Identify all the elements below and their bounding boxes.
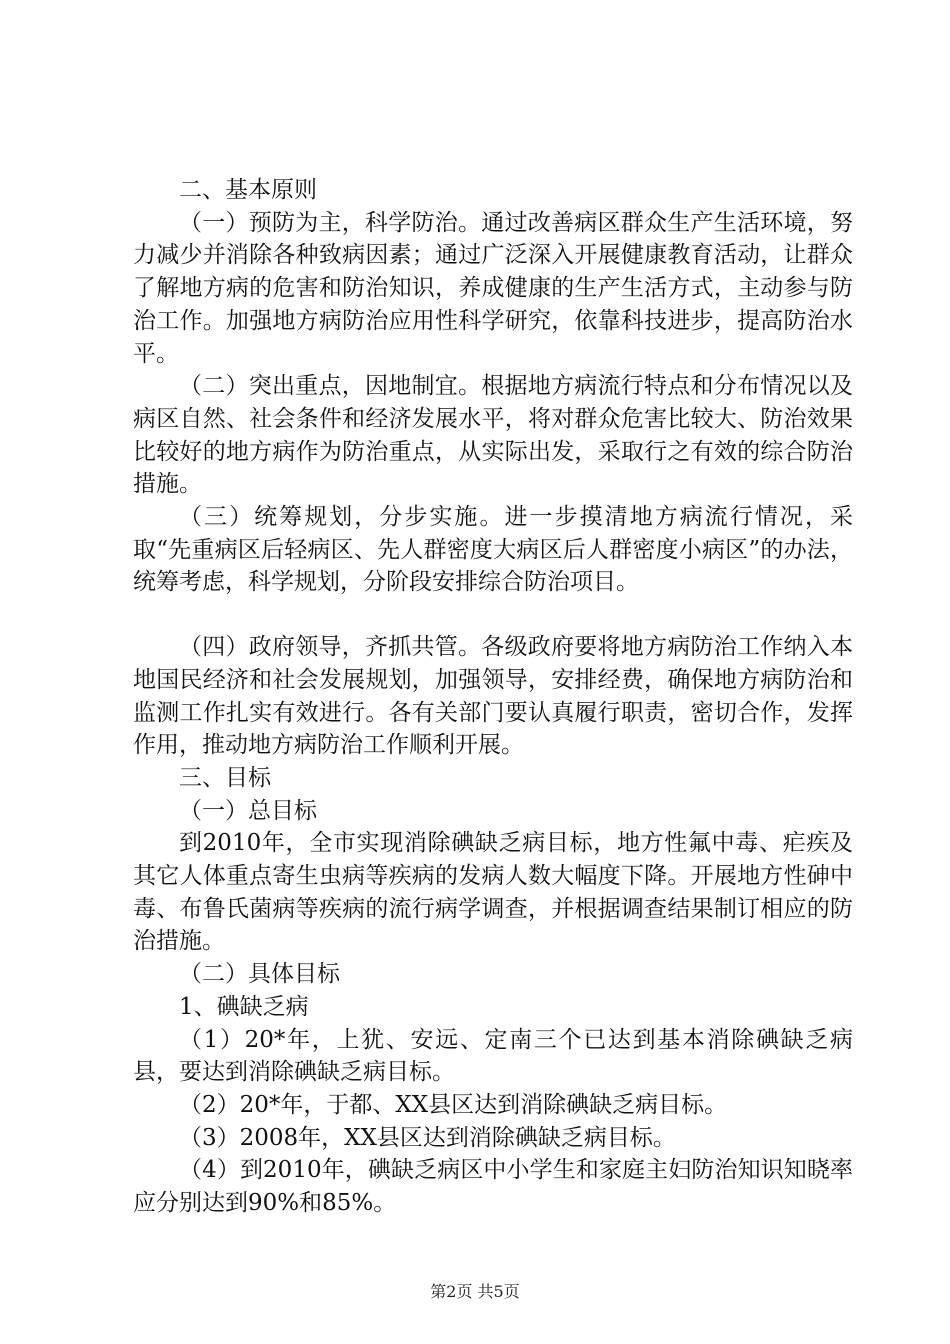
list-item-goal-4: （4）到2010年，碘缺乏病区中小学生和家庭主妇防治知识知晓率应分别达到90%和85%。 xyxy=(133,1157,853,1217)
paragraph-principle-1: （一）预防为主，科学防治。通过改善病区群众生产生活环境，努力减少并消除各种致病因素；通过广泛深入开展健康教育活动，让群众了解地方病的危害和防治知识，养成健康的生产生活方式，主动参与防治工作。加强地方病防治应用性科学研究，依靠科技进步，提高防治水平。 xyxy=(133,209,853,367)
paragraph-overall-goal: 到2010年，全市实现消除碘缺乏病目标，地方性氟中毒、疟疾及其它人体重点寄生虫病等疾病的发病人数大幅度下降。开展地方性砷中毒、布鲁氏菌病等疾病的流行病学调查，并根据调查结果制订相应的防治措施。 xyxy=(133,830,853,955)
page-number-footer: 第2页 共5页 xyxy=(430,1282,520,1301)
subheading-specific-goals: （二）具体目标 xyxy=(179,961,340,988)
subheading-overall-goal: （一）总目标 xyxy=(179,797,317,824)
list-item-goal-2: （2）20*年，于都、XX县区达到消除碘缺乏病目标。 xyxy=(179,1091,728,1118)
document-body xyxy=(133,174,853,1220)
paragraph-principle-4: （四）政府领导，齐抓共管。各级政府要将地方病防治工作纳入本地国民经济和社会发展规划，加强领导，安排经费，确保地方病防治和监测工作扎实有效进行。各有关部门要认真履行职责，密切合作，发挥作用，推动地方病防治工作顺利开展。 xyxy=(133,634,853,759)
subheading-iodine-deficiency: 1、碘缺乏病 xyxy=(179,993,309,1020)
paragraph-principle-2: （二）突出重点，因地制宜。根据地方病流行特点和分布情况以及病区自然、社会条件和经济发展水平，将对群众危害比较大、防治效果比较好的地方病作为防治重点，从实际出发，采取行之有效的综合防治措施。 xyxy=(133,373,853,498)
section-heading-principles: 二、基本原则 xyxy=(179,177,317,203)
list-item-goal-1: （1）20*年，上犹、安远、定南三个已达到基本消除碘缺乏病县，要达到消除碘缺乏病目标。 xyxy=(133,1026,853,1086)
paragraph-gap xyxy=(133,599,853,631)
list-item-goal-3: （3）2008年，XX县区达到消除碘缺乏病目标。 xyxy=(179,1124,676,1151)
paragraph-principle-3: （三）统筹规划，分步实施。进一步摸清地方病流行情况，采取“先重病区后轻病区、先人群密度大病区后人群密度小病区”的办法，统筹考虑，科学规划，分阶段安排综合防治项目。 xyxy=(133,504,853,596)
section-heading-goals: 三、目标 xyxy=(179,764,271,791)
